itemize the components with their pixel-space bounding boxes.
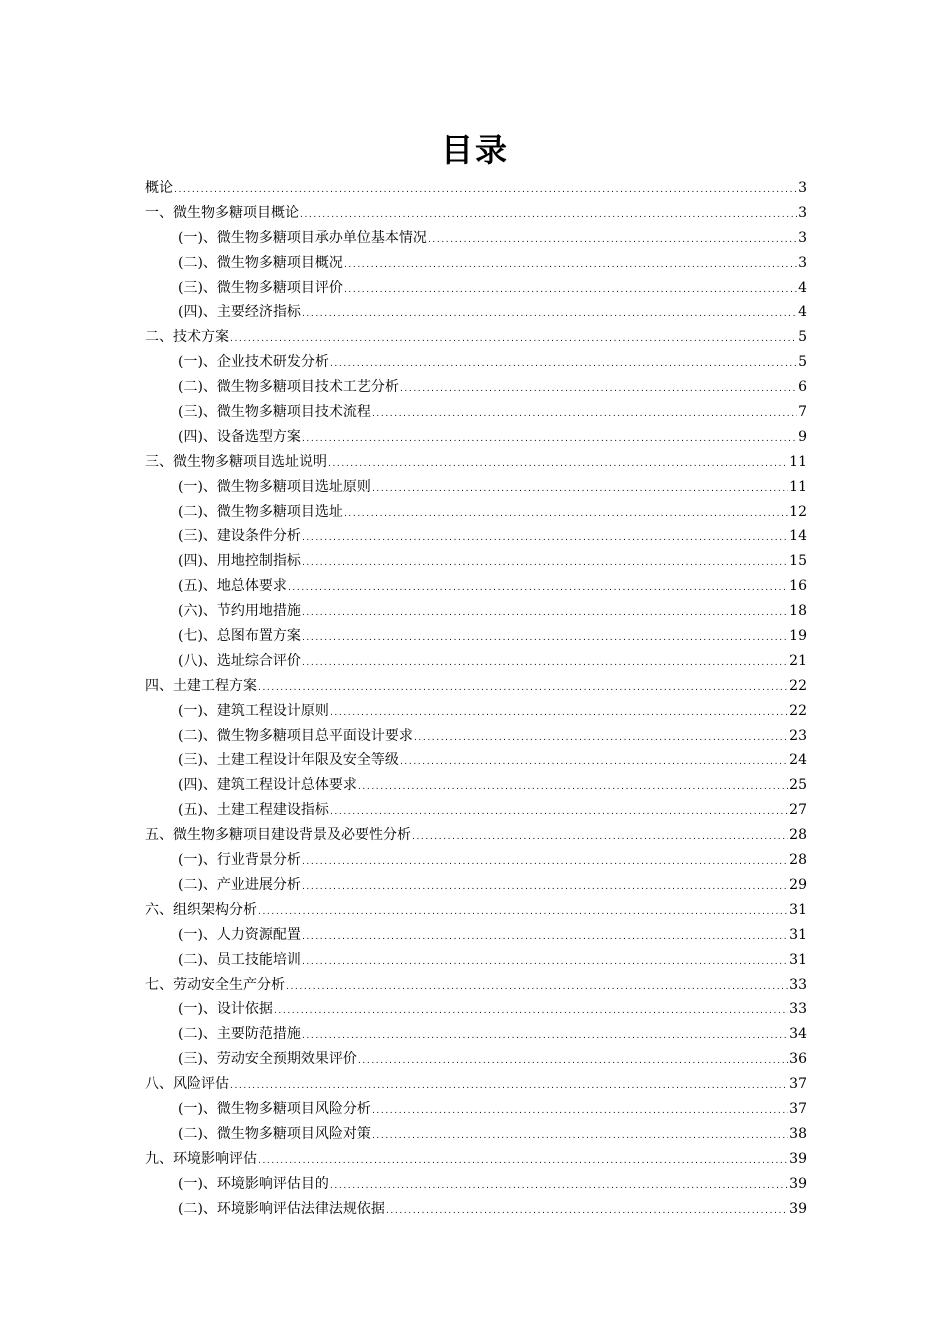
toc-entry[interactable]: [145, 699, 807, 724]
toc-entry[interactable]: [145, 276, 807, 301]
toc-entry-page-number: 3: [798, 229, 807, 246]
toc-entry[interactable]: [145, 524, 807, 549]
toc-dot-leader: [230, 327, 797, 352]
toc-dot-leader: [328, 452, 788, 477]
toc-entry-page-number: 6: [798, 379, 807, 396]
toc-dot-leader: [330, 1174, 788, 1199]
toc-entry[interactable]: [145, 997, 807, 1022]
toc-entry[interactable]: [145, 1122, 807, 1147]
toc-entry[interactable]: [145, 1047, 807, 1072]
toc-entry-label: (一)、行业背景分析: [178, 852, 301, 869]
toc-entry-page-number: 28: [789, 852, 807, 869]
toc-entry-label: (二)、微生物多糖项目技术工艺分析: [178, 379, 399, 396]
toc-dot-leader: [358, 1049, 788, 1074]
toc-entry[interactable]: [145, 1097, 807, 1122]
toc-entry-label: 八、风险评估: [145, 1076, 229, 1093]
toc-entry-page-number: 39: [789, 1200, 807, 1217]
toc-entry-page-number: 11: [789, 453, 807, 470]
toc-dot-leader: [302, 302, 797, 327]
toc-entry-label: (六)、节约用地措施: [178, 603, 301, 620]
toc-entry-page-number: 4: [798, 279, 807, 296]
toc-dot-leader: [344, 253, 797, 278]
toc-entry-label: (五)、土建工程建设指标: [178, 802, 329, 819]
toc-entry[interactable]: [145, 1172, 807, 1197]
toc-dot-leader: [372, 402, 797, 427]
toc-dot-leader: [258, 900, 788, 925]
toc-entry-page-number: 5: [798, 329, 807, 346]
toc-entry-label: (三)、劳动安全预期效果评价: [178, 1051, 357, 1068]
toc-entry-label: 二、技术方案: [145, 329, 229, 346]
toc-entry[interactable]: [145, 649, 807, 674]
toc-entry[interactable]: [145, 1072, 807, 1097]
toc-entry-label: (二)、环境影响评估法律法规依据: [178, 1200, 385, 1217]
toc-entry-label: (四)、用地控制指标: [178, 553, 301, 570]
toc-dot-leader: [302, 925, 788, 950]
toc-dot-leader: [372, 477, 788, 502]
toc-entry-label: (七)、总图布置方案: [178, 628, 301, 645]
toc-entry-page-number: 22: [789, 677, 807, 694]
toc-entry-label: (五)、地总体要求: [178, 578, 287, 595]
toc-entry-page-number: 18: [789, 603, 807, 620]
table-of-contents: [145, 176, 807, 1221]
toc-dot-leader: [302, 850, 788, 875]
toc-entry[interactable]: [145, 599, 807, 624]
toc-entry-label: 五、微生物多糖项目建设背景及必要性分析: [145, 827, 411, 844]
toc-entry-label: 概论: [145, 180, 173, 196]
toc-entry-page-number: 21: [789, 652, 807, 669]
toc-entry-label: (二)、微生物多糖项目风险对策: [178, 1125, 371, 1142]
toc-dot-leader: [258, 676, 788, 701]
toc-entry-page-number: 19: [789, 628, 807, 645]
toc-entry-page-number: 39: [789, 1150, 807, 1167]
toc-entry[interactable]: [145, 1022, 807, 1047]
toc-dot-leader: [372, 1124, 788, 1149]
toc-dot-leader: [302, 551, 788, 576]
toc-dot-leader: [286, 975, 788, 1000]
toc-dot-leader: [174, 178, 797, 203]
toc-dot-leader: [302, 950, 788, 975]
toc-entry-page-number: 31: [789, 951, 807, 968]
toc-dot-leader: [302, 526, 788, 551]
toc-entry-page-number: 33: [789, 976, 807, 993]
toc-dot-leader: [400, 377, 797, 402]
toc-entry[interactable]: [145, 450, 807, 475]
toc-entry-label: 七、劳动安全生产分析: [145, 976, 285, 993]
toc-dot-leader: [400, 750, 788, 775]
toc-dot-leader: [302, 626, 788, 651]
toc-entry-label: (二)、员工技能培训: [178, 951, 301, 968]
toc-entry-label: (一)、建筑工程设计原则: [178, 702, 329, 719]
toc-entry[interactable]: [145, 973, 807, 998]
toc-entry-label: (三)、土建工程设计年限及安全等级: [178, 752, 399, 769]
toc-entry[interactable]: [145, 823, 807, 848]
toc-entry[interactable]: [145, 350, 807, 375]
toc-entry-label: (二)、微生物多糖项目概况: [178, 254, 343, 271]
toc-dot-leader: [302, 651, 788, 676]
toc-entry-page-number: 3: [798, 204, 807, 221]
toc-entry-page-number: 27: [789, 802, 807, 819]
toc-entry-page-number: 11: [789, 478, 807, 495]
toc-entry[interactable]: [145, 1147, 807, 1172]
toc-entry-page-number: 15: [789, 553, 807, 570]
toc-entry[interactable]: [145, 574, 807, 599]
toc-entry-label: (四)、设备选型方案: [178, 428, 301, 445]
toc-entry[interactable]: [145, 748, 807, 773]
toc-entry-page-number: 37: [789, 1100, 807, 1117]
toc-entry-page-number: 29: [789, 876, 807, 893]
toc-dot-leader: [302, 427, 797, 452]
toc-dot-leader: [300, 203, 797, 228]
toc-entry[interactable]: [145, 300, 807, 325]
toc-entry-label: (四)、主要经济指标: [178, 304, 301, 321]
toc-entry-page-number: 3: [798, 180, 807, 196]
toc-entry[interactable]: [145, 674, 807, 699]
toc-entry-page-number: 23: [789, 727, 807, 744]
toc-entry-label: (一)、企业技术研发分析: [178, 354, 329, 371]
toc-entry-label: 四、土建工程方案: [145, 677, 257, 694]
toc-entry-label: (一)、设计依据: [178, 1001, 273, 1018]
toc-dot-leader: [288, 576, 788, 601]
toc-dot-leader: [302, 1024, 788, 1049]
toc-entry[interactable]: [145, 923, 807, 948]
toc-entry[interactable]: [145, 1197, 807, 1222]
toc-entry[interactable]: [145, 226, 807, 251]
toc-entry-page-number: 31: [789, 926, 807, 943]
toc-dot-leader: [414, 726, 788, 751]
toc-entry-label: (一)、微生物多糖项目选址原则: [178, 478, 371, 495]
toc-dot-leader: [330, 352, 797, 377]
toc-entry[interactable]: [145, 724, 807, 749]
toc-entry[interactable]: [145, 549, 807, 574]
toc-dot-leader: [428, 228, 797, 253]
toc-entry-label: (一)、微生物多糖项目风险分析: [178, 1100, 371, 1117]
toc-entry-page-number: 9: [798, 428, 807, 445]
toc-entry-page-number: 24: [789, 752, 807, 769]
toc-dot-leader: [358, 775, 788, 800]
toc-entry-page-number: 25: [789, 777, 807, 794]
toc-entry[interactable]: [145, 898, 807, 923]
toc-entry-label: (八)、选址综合评价: [178, 652, 301, 669]
toc-entry-label: (一)、人力资源配置: [178, 926, 301, 943]
toc-entry-page-number: 14: [789, 528, 807, 545]
toc-entry-label: (二)、微生物多糖项目选址: [178, 503, 343, 520]
toc-entry-page-number: 39: [789, 1175, 807, 1192]
toc-dot-leader: [330, 800, 788, 825]
toc-entry[interactable]: [145, 400, 807, 425]
toc-dot-leader: [258, 1149, 788, 1174]
toc-entry[interactable]: [145, 375, 807, 400]
toc-dot-leader: [330, 701, 788, 726]
toc-entry[interactable]: [145, 325, 807, 350]
toc-entry-label: (一)、环境影响评估目的: [178, 1175, 329, 1192]
toc-entry-label: (三)、微生物多糖项目评价: [178, 279, 343, 296]
toc-entry[interactable]: [145, 251, 807, 276]
toc-entry-label: (二)、产业进展分析: [178, 876, 301, 893]
toc-entry-page-number: 28: [789, 827, 807, 844]
toc-entry-label: 一、微生物多糖项目概论: [145, 204, 299, 221]
toc-entry-page-number: 33: [789, 1001, 807, 1018]
toc-dot-leader: [412, 825, 788, 850]
toc-dot-leader: [386, 1199, 788, 1224]
toc-entry[interactable]: [145, 500, 807, 525]
toc-entry[interactable]: [145, 201, 807, 226]
toc-entry-page-number: 38: [789, 1125, 807, 1142]
toc-entry-page-number: 16: [789, 578, 807, 595]
toc-entry-label: 三、微生物多糖项目选址说明: [145, 453, 327, 470]
toc-dot-leader: [372, 1099, 788, 1124]
toc-entry-label: (三)、微生物多糖项目技术流程: [178, 404, 371, 421]
toc-entry-page-number: 31: [789, 901, 807, 918]
toc-entry-label: (四)、建筑工程设计总体要求: [178, 777, 357, 794]
toc-entry-page-number: 34: [789, 1026, 807, 1043]
toc-entry-page-number: 36: [789, 1051, 807, 1068]
toc-entry[interactable]: [145, 624, 807, 649]
toc-entry[interactable]: [145, 773, 807, 798]
toc-dot-leader: [230, 1074, 788, 1099]
toc-entry-page-number: 7: [798, 404, 807, 421]
toc-dot-leader: [274, 999, 788, 1024]
toc-entry-page-number: 5: [798, 354, 807, 371]
page-title: 目录: [440, 131, 509, 169]
toc-entry-label: (二)、微生物多糖项目总平面设计要求: [178, 727, 413, 744]
toc-entry-label: (一)、微生物多糖项目承办单位基本情况: [178, 229, 427, 246]
toc-entry[interactable]: [145, 475, 807, 500]
toc-entry-page-number: 12: [789, 503, 807, 520]
toc-entry-page-number: 4: [798, 304, 807, 321]
toc-entry[interactable]: [145, 798, 807, 823]
toc-entry-page-number: 37: [789, 1076, 807, 1093]
toc-entry[interactable]: [145, 873, 807, 898]
toc-entry-label: (三)、建设条件分析: [178, 528, 301, 545]
toc-entry-label: 六、组织架构分析: [145, 901, 257, 918]
toc-dot-leader: [302, 601, 788, 626]
toc-dot-leader: [344, 278, 797, 303]
toc-entry[interactable]: [145, 848, 807, 873]
toc-dot-leader: [302, 875, 788, 900]
toc-dot-leader: [344, 502, 788, 527]
toc-entry-label: (二)、主要防范措施: [178, 1026, 301, 1043]
toc-entry[interactable]: [145, 176, 807, 201]
toc-entry-page-number: 22: [789, 702, 807, 719]
toc-entry-page-number: 3: [798, 254, 807, 271]
toc-entry-label: 九、环境影响评估: [145, 1150, 257, 1167]
toc-entry[interactable]: [145, 425, 807, 450]
toc-entry[interactable]: [145, 948, 807, 973]
